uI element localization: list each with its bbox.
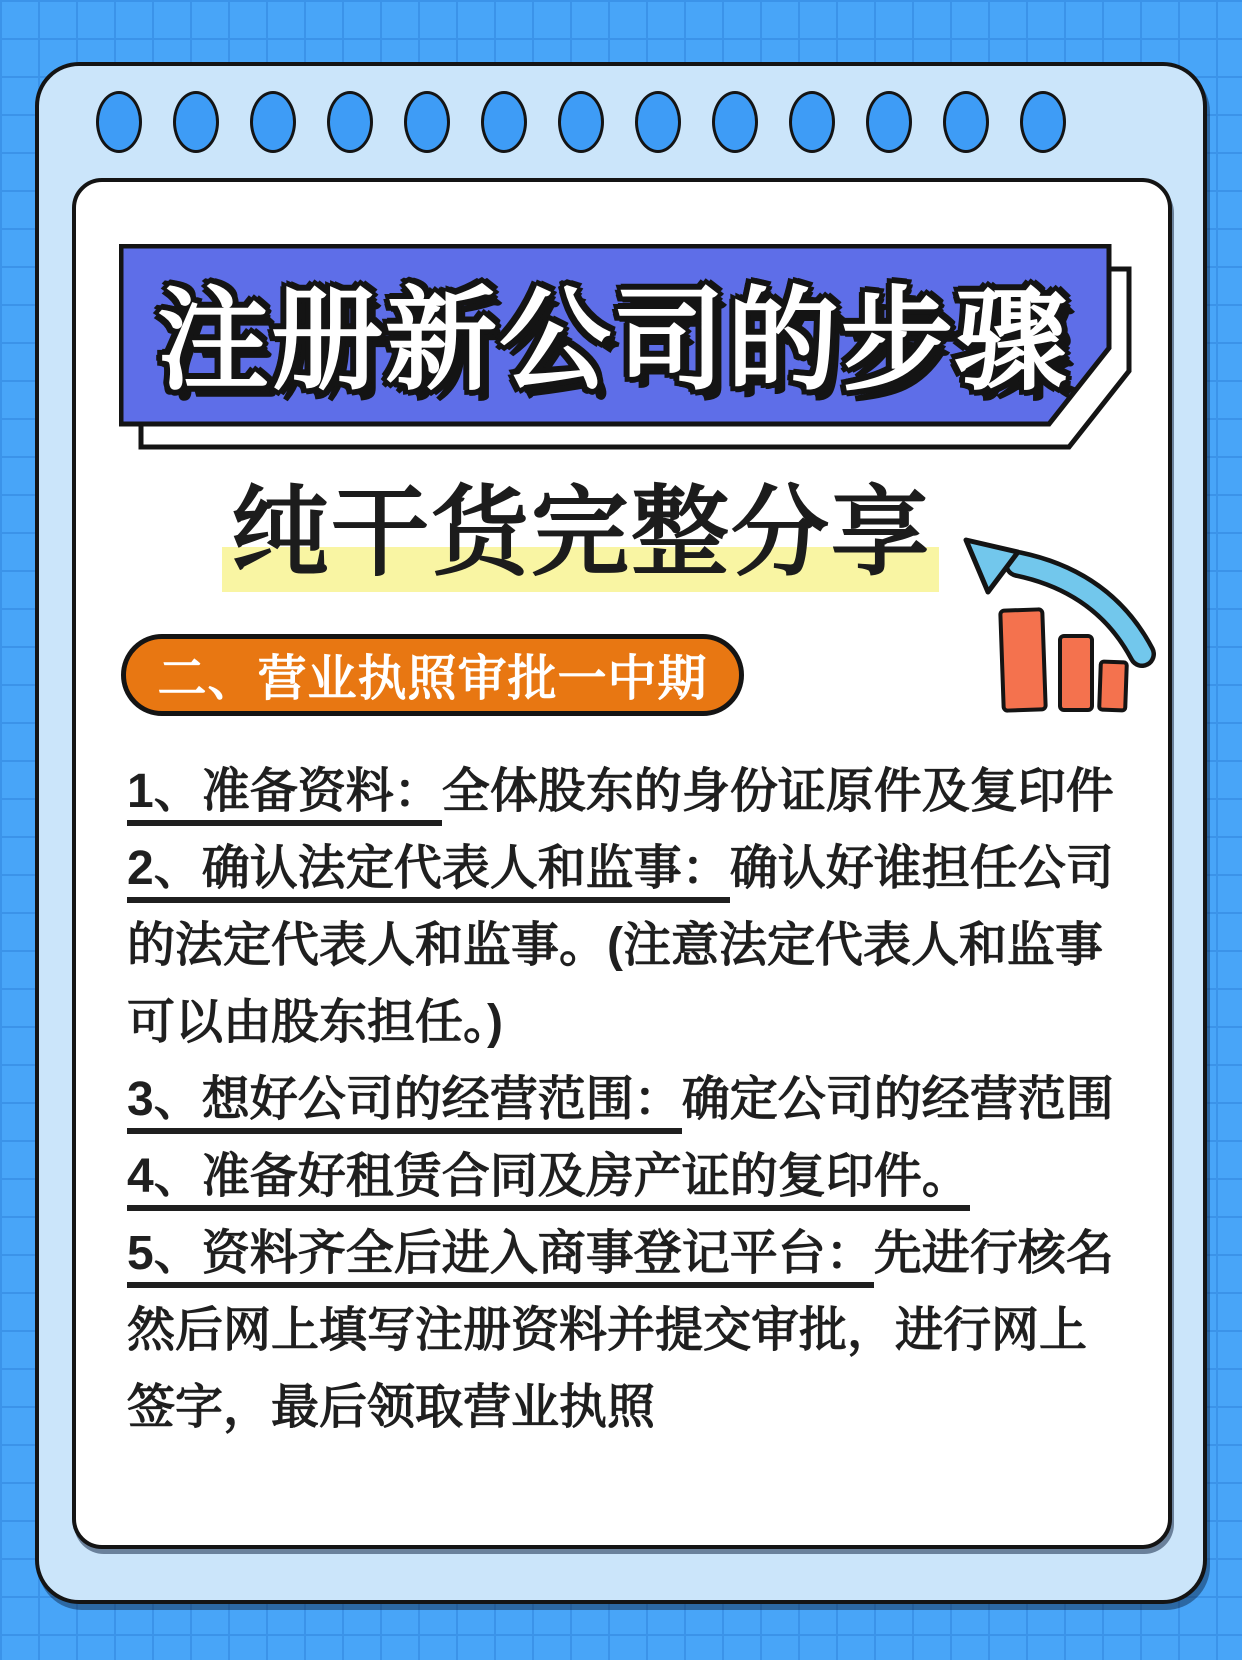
text-line bbox=[127, 907, 1147, 984]
binder-hole bbox=[481, 91, 527, 153]
trend-arrow-icon bbox=[966, 540, 1142, 654]
text-line bbox=[127, 1061, 1147, 1138]
binder-holes bbox=[96, 91, 1066, 153]
plain-text: 签字，最后领取营业执照 bbox=[127, 1381, 656, 1434]
plain-text: 全体股东的身份证原件及复印件 bbox=[441, 765, 1114, 818]
text-line bbox=[127, 753, 1147, 830]
underlined-text: 3、想好公司的经营范围： bbox=[127, 1073, 682, 1134]
binder-hole bbox=[789, 91, 835, 153]
content-card bbox=[72, 178, 1172, 1549]
binder-hole bbox=[943, 91, 989, 153]
text-line bbox=[127, 1215, 1147, 1292]
plain-text: 可以由股东担任。) bbox=[127, 996, 503, 1049]
plain-text: 确认好谁担任公司 bbox=[729, 842, 1114, 895]
plain-text: 然后网上填写注册资料并提交审批，进行网上 bbox=[127, 1304, 1088, 1357]
binder-hole bbox=[866, 91, 912, 153]
binder-hole bbox=[635, 91, 681, 153]
underlined-text: 4、准备好租赁合同及房产证的复印件。 bbox=[127, 1150, 970, 1211]
underlined-text: 5、资料齐全后进入商事登记平台： bbox=[127, 1227, 874, 1288]
plain-text: 确定公司的经营范围 bbox=[681, 1073, 1114, 1126]
body-text bbox=[127, 753, 1147, 1446]
binder-hole bbox=[712, 91, 758, 153]
page-title: 注册新公司的步骤 bbox=[157, 277, 1069, 403]
binder-hole bbox=[96, 91, 142, 153]
text-line bbox=[127, 1369, 1147, 1446]
plain-text: 的法定代表人和监事。(注意法定代表人和监事 bbox=[127, 919, 1103, 972]
binder-hole bbox=[558, 91, 604, 153]
text-line bbox=[127, 830, 1147, 907]
plain-text: 先进行核名 bbox=[873, 1227, 1114, 1280]
binder-hole bbox=[404, 91, 450, 153]
text-line bbox=[127, 1138, 1147, 1215]
bar-chart-icon bbox=[956, 532, 1156, 717]
binder-hole bbox=[250, 91, 296, 153]
binder-hole bbox=[327, 91, 373, 153]
underlined-text: 2、确认法定代表人和监事： bbox=[127, 842, 730, 903]
section-badge: 二、营业执照审批一中期 bbox=[121, 634, 744, 716]
binder-hole bbox=[1020, 91, 1066, 153]
page-subtitle: 纯干货完整分享 bbox=[230, 477, 931, 587]
text-line bbox=[127, 1292, 1147, 1369]
binder-hole bbox=[173, 91, 219, 153]
underlined-text: 1、准备资料： bbox=[127, 765, 442, 826]
text-line bbox=[127, 984, 1147, 1061]
